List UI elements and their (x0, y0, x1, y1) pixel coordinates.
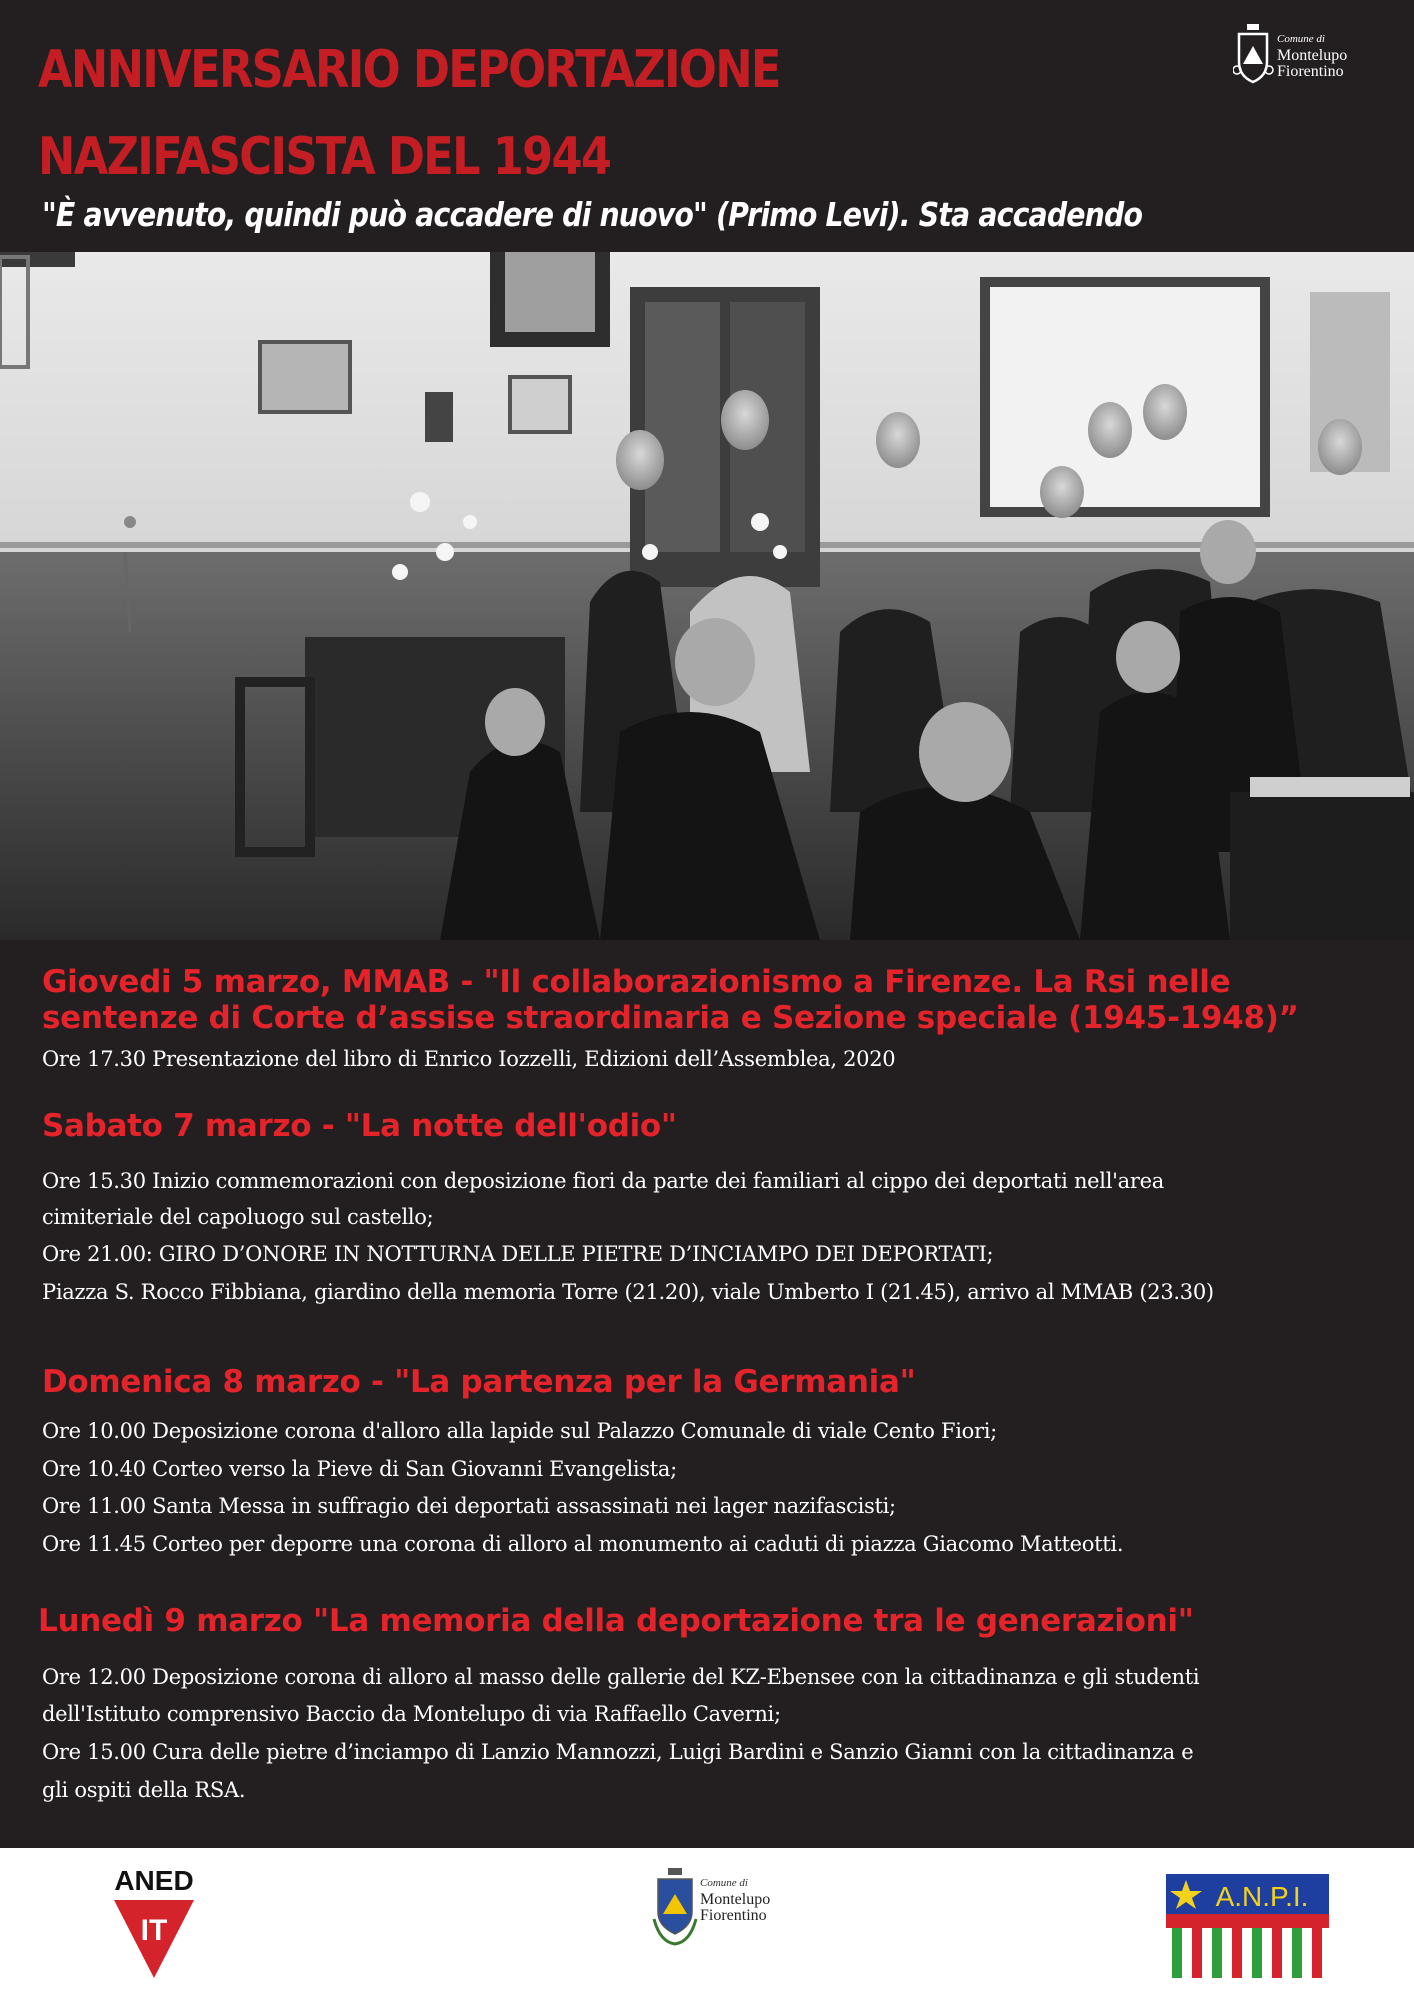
primo-levi-quote: "È avvenuto, quindi può accadere di nuovo" (Primo Levi). Sta accadendo (42, 195, 1143, 234)
event-4-line-3: Ore 15.00 Cura delle pietre d’inciampo di Lanzio Mannozzi, Luigi Bardini e Sanzio Gianni con la cittadinanza e (42, 1740, 1194, 1764)
event-4-line-2: dell'Istituto comprensivo Baccio da Montelupo di via Raffaello Caverni; (42, 1702, 781, 1726)
italian-flag-stripes-icon (1172, 1928, 1322, 1978)
anpi-logo (1166, 1874, 1329, 1982)
event-3-line-3: Ore 11.00 Santa Messa in suffragio dei deportati assassinati nei lager nazifascisti; (42, 1494, 896, 1518)
event-2-title: Sabato 7 marzo - "La notte dell'odio" (42, 1108, 677, 1144)
aned-name: ANED (114, 1865, 194, 1896)
footer-logos (0, 1848, 1414, 2000)
event-1-line-1: Ore 17.30 Presentazione del libro di Enrico Iozzelli, Edizioni dell’Assemblea, 2020 (42, 1047, 896, 1071)
event-3-line-4: Ore 11.45 Corteo per deporre una corona di alloro al monumento ai caduti di piazza Giacomo Matteotti. (42, 1532, 1124, 1556)
event-2-line-3: Ore 21.00: GIRO D’ONORE IN NOTTURNA DELLE PIETRE D’INCIAMPO DEI DEPORTATI; (42, 1242, 994, 1266)
montelupo-logo-footer (650, 1864, 800, 1949)
event-1-title-line-1: Giovedi 5 marzo, MMAB - "Il collaborazionismo a Firenze. La Rsi nelle (42, 964, 1231, 1000)
logo-footer-line-1: Montelupo (700, 1891, 771, 1908)
event-3-line-2: Ore 10.40 Corteo verso la Pieve di San Giovanni Evangelista; (42, 1457, 677, 1481)
event-3-line-1: Ore 10.00 Deposizione corona d'alloro alla lapide sul Palazzo Comunale di viale Cento Fiori; (42, 1419, 997, 1443)
event-4-line-4: gli ospiti della RSA. (42, 1778, 246, 1802)
logo-line-2: Fiorentino (1277, 63, 1344, 80)
aned-code: IT (140, 1914, 168, 1947)
logo-footer-comune-di: Comune di (700, 1877, 748, 1889)
montelupo-logo-top (1233, 20, 1383, 95)
event-2-line-1: Ore 15.30 Inizio commemorazioni con deposizione fiori da parte dei familiari al cippo dei deportati nell'area (42, 1169, 1164, 1193)
event-4-title: Lunedì 9 marzo "La memoria della deportazione tra le generazioni" (38, 1603, 1194, 1639)
montelupo-crest-icon (1233, 24, 1273, 82)
anpi-name: A.N.P.I. (1215, 1881, 1309, 1912)
event-1-title-line-2: sentenze di Corte d’assise straordinaria e Sezione speciale (1945-1948)” (42, 1000, 1299, 1036)
event-4-line-1: Ore 12.00 Deposizione corona di alloro al masso delle gallerie del KZ-Ebensee con la cittadinanza e gli studenti (42, 1665, 1200, 1689)
event-2-line-4: Piazza S. Rocco Fibbiana, giardino della memoria Torre (21.20), viale Umberto I (21.45), arrivo al MMAB (23.30) (42, 1280, 1214, 1304)
logo-footer-line-2: Fiorentino (700, 1907, 767, 1924)
historic-classroom-photo (0, 252, 1414, 940)
logo-comune-di: Comune di (1277, 33, 1325, 45)
event-3-title: Domenica 8 marzo - "La partenza per la Germania" (42, 1364, 916, 1400)
poster-title-line-1: ANNIVERSARIO DEPORTAZIONE (38, 40, 780, 100)
logo-line-1: Montelupo (1277, 47, 1348, 64)
aned-logo (108, 1860, 200, 1982)
poster-title-line-2: NAZIFASCISTA DEL 1944 (38, 127, 611, 187)
event-2-line-2: cimiteriale del capoluogo sul castello; (42, 1205, 434, 1229)
montelupo-crest-icon (654, 1868, 696, 1944)
